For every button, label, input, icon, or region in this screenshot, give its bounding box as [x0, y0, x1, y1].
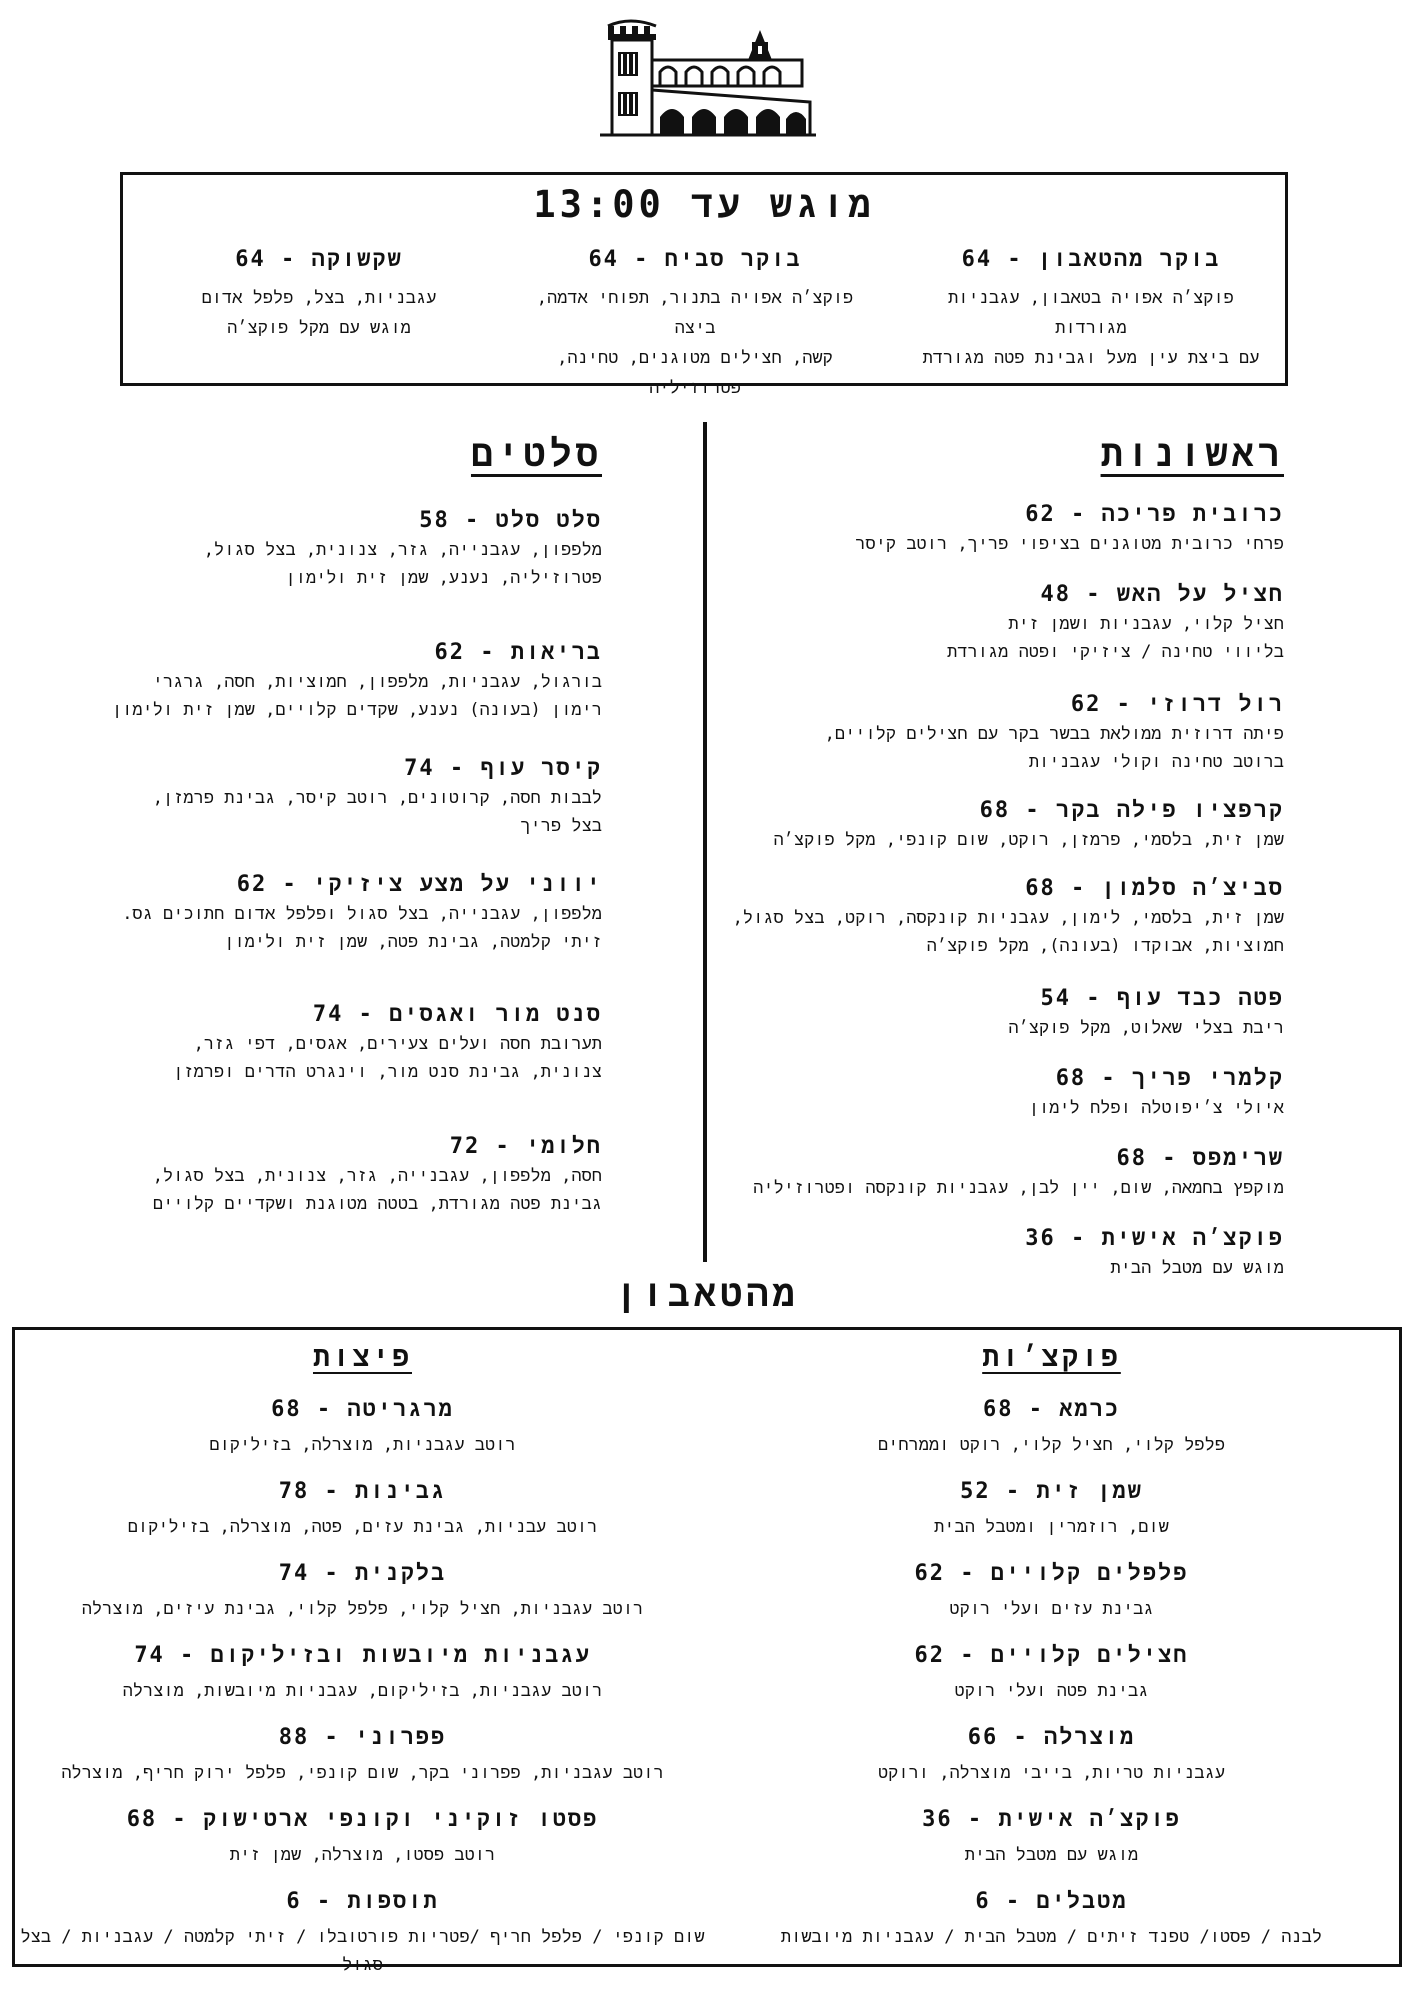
item-name: קלמרי פריך - 68 — [1055, 1066, 1284, 1091]
item-desc: לבבות חסה, קרוטונים, רוטב קיסר, גבינת פרמזן, — [152, 788, 602, 808]
item-name: בוקר מהטאבון - 64 — [961, 247, 1221, 272]
item-desc: לבנה / פסטו/ טפנד זיתים / מטבל הבית / עגבניות מיובשות — [780, 1927, 1323, 1947]
item-name: סלט סלט - 58 — [419, 508, 602, 533]
item-name: מטבלים - 6 — [975, 1889, 1128, 1914]
item-desc: בצל פריך — [520, 816, 602, 836]
item-desc: מוגש עם מטבל הבית — [1110, 1258, 1284, 1278]
item-name: כרובית פריכה - 62 — [1025, 502, 1284, 527]
item-name: מרגריטה - 68 — [271, 1397, 454, 1422]
item-desc: מלפפון, עגבנייה, גזר, צנונית, בצל סגול, — [203, 540, 602, 560]
item-name: בוקר סביח - 64 — [588, 247, 802, 272]
item-desc: שמן זית, בלסמי, לימון, עגבניות קונקסה, רוקט, בצל סגול, — [732, 908, 1284, 928]
item-desc: עגבניות טריות, בייבי מוצרלה, ורוקט — [877, 1763, 1226, 1783]
menu-item — [15, 1723, 710, 1805]
item-desc: פוקצ׳ה אפויה בטאבון, עגבניות מגורדות — [948, 288, 1234, 338]
item-desc: איולי צ׳יפוטלה ופלח לימון — [1028, 1098, 1284, 1118]
menu-item — [62, 754, 602, 870]
item-name: תוספות - 6 — [286, 1889, 439, 1914]
menu-item — [724, 796, 1284, 874]
item-desc: בליווי טחינה / ציזיקי ופטה מגורדת — [947, 642, 1284, 662]
breakfast-box — [120, 172, 1288, 398]
menu-item — [724, 580, 1284, 690]
item-desc: מלפפון, עגבנייה, בצל סגול ופלפל אדום חתוכים גס. — [122, 904, 602, 924]
menu-item — [704, 1477, 1399, 1559]
taboon-title: מהטאבון — [615, 1272, 799, 1315]
item-desc: רימון (בעונה) נענע, שקדים קלויים, שמן זית ולימון — [111, 700, 602, 720]
menu-item — [724, 1144, 1284, 1224]
menu-item — [704, 1395, 1399, 1477]
menu-item — [724, 690, 1284, 796]
item-name: פפרוני - 88 — [278, 1725, 447, 1750]
item-desc: שום קונפי / פלפל חריף /פטריות פורטובלו / זיתי קלמטה / עגבניות / בצל סגול — [20, 1927, 705, 1975]
menu-item — [15, 1887, 710, 1975]
item-name: קיסר עוף - 74 — [404, 756, 602, 781]
menu-item — [62, 506, 602, 638]
breakfast-item — [139, 247, 499, 343]
item-desc: רוטב עגבניות, חציל קלוי, פלפל קלוי, גבינת עיזים, מוצרלה — [81, 1599, 644, 1619]
section-title: ראשונות — [1100, 432, 1284, 475]
item-desc: מוקפץ בחמאה, שום, יין לבן, עגבניות קונקסה ופטרוזיליה — [753, 1178, 1284, 1198]
section-title: סלטים — [470, 432, 602, 475]
item-name: חלומי - 72 — [449, 1134, 602, 1159]
item-name: כרמא - 68 — [982, 1397, 1121, 1422]
item-desc: רוטב עבניות, גבינת עזים, פטה, מוצרלה, בזיליקום — [127, 1517, 598, 1537]
menu-item — [62, 1132, 602, 1222]
item-desc: חסה, מלפפון, עגבנייה, גזר, צנונית, בצל סגול, — [152, 1166, 602, 1186]
item-name: רול דרוזי - 62 — [1070, 692, 1284, 717]
item-name: פוקצ׳ה אישית - 36 — [1025, 1226, 1284, 1251]
item-desc: תערובת חסה ועלים צעירים, אגסים, דפי גזר, — [193, 1034, 602, 1054]
item-desc: צנונית, גבינת סנט מור, וינגרט הדרים ופרמזן — [173, 1062, 602, 1082]
item-name: פלפלים קלויים - 62 — [914, 1561, 1189, 1586]
item-desc: עם ביצת עין מעל וגבינת פטה מגורדת — [922, 348, 1260, 368]
item-desc: גבינת פטה ועלי רוקט — [954, 1681, 1149, 1701]
item-desc: זיתי קלמטה, גבינת פטה, שמן זית ולימון — [224, 932, 602, 952]
item-desc: שום, רוזמרין ומטבל הבית — [934, 1517, 1169, 1537]
menu-item — [704, 1805, 1399, 1887]
taboon-box — [12, 1327, 1402, 1975]
menu-item — [15, 1477, 710, 1559]
item-name: מוצרלה - 66 — [967, 1725, 1136, 1750]
item-name: קרפציו פילה בקר - 68 — [979, 798, 1284, 823]
item-desc: פטרוזיליה, נענע, שמן זית ולימון — [285, 568, 602, 588]
menu-item — [704, 1641, 1399, 1723]
item-name: פטה כבד עוף - 54 — [1040, 986, 1284, 1011]
section-title: פיצות — [312, 1340, 412, 1373]
menu-item — [15, 1641, 710, 1723]
item-desc: חציל קלוי, עגבניות ושמן זית — [1008, 614, 1284, 634]
menu-item — [704, 1559, 1399, 1641]
item-name: יווני על מצע ציזיקי - 62 — [236, 872, 602, 897]
item-desc: פלפל קלוי, חציל קלוי, רוקט וממרחים — [877, 1435, 1226, 1455]
item-desc: קשה, חצילים מטוגנים, טחינה, פטרוזיליה — [557, 348, 833, 398]
item-desc: ריבת בצלי שאלוט, מקל פוקצ׳ה — [1008, 1018, 1284, 1038]
item-name: סנט מור ואגסים - 74 — [312, 1002, 602, 1027]
item-desc: עגבניות, בצל, פלפל אדום — [201, 288, 437, 308]
item-desc: גבינת פטה מגורדת, בטטה מטוגנת ושקדיים קלויים — [152, 1194, 602, 1214]
menu-item — [62, 1000, 602, 1132]
item-desc: רוטב עגבניות, מוצרלה, בזיליקום — [209, 1435, 516, 1455]
starters-section — [724, 432, 1284, 1284]
item-name: שרימפס - 68 — [1116, 1146, 1284, 1171]
breakfast-item — [911, 247, 1271, 373]
menu-item — [724, 984, 1284, 1064]
menu-item — [15, 1805, 710, 1887]
section-title: פוקצ׳ות — [982, 1340, 1121, 1373]
item-desc: חמוציות, אבוקדו (בעונה), מקל פוקצ׳ה — [926, 936, 1284, 956]
pizzas-section — [15, 1340, 710, 1975]
menu-item — [724, 500, 1284, 580]
restaurant-logo — [600, 12, 816, 137]
item-name: גבינות - 78 — [278, 1479, 447, 1504]
item-name: שמן זית - 52 — [960, 1479, 1143, 1504]
item-desc: בורגול, עגבניות, מלפפון, חמוציות, חסה, גרגרי — [152, 672, 602, 692]
item-desc: פוקצ׳ה אפויה בתנור, תפוחי אדמה, ביצה — [536, 288, 854, 338]
item-desc: רוטב עגבניות, בזיליקום, עגבניות מיובשות, מוצרלה — [122, 1681, 603, 1701]
item-desc: ברוטב טחינה וקולי עגבניות — [1028, 752, 1284, 772]
item-name: בלקנית - 74 — [278, 1561, 447, 1586]
item-desc: גבינת עזים ועלי רוקט — [949, 1599, 1154, 1619]
menu-item — [15, 1559, 710, 1641]
item-name: פוקצ׳ה אישית - 36 — [922, 1807, 1181, 1832]
item-desc: רוטב פסטו, מוצרלה, שמן זית — [229, 1845, 496, 1865]
menu-item — [62, 870, 602, 1000]
menu-item — [724, 874, 1284, 984]
item-name: בריאות - 62 — [434, 640, 602, 665]
item-desc: מוגש עם מקל פוקצ׳ה — [227, 318, 411, 338]
item-name: חציל על האש - 48 — [1040, 582, 1284, 607]
item-name: עגבניות מיובשות ובזיליקום - 74 — [134, 1643, 591, 1668]
focaccias-section — [704, 1340, 1399, 1969]
item-desc: רוטב עגבניות, פפרוני בקר, שום קונפי, פלפל ירוק חריף, מוצרלה — [61, 1763, 664, 1783]
item-desc: פיתה דרוזית ממולאת בבשר בקר עם חצילים קלויים, — [824, 724, 1284, 744]
menu-item — [62, 638, 602, 754]
item-name: חצילים קלויים - 62 — [914, 1643, 1189, 1668]
menu-item — [15, 1395, 710, 1477]
column-divider — [703, 422, 707, 1262]
breakfast-title: מוגש עד 13:00 — [533, 183, 875, 226]
breakfast-item — [515, 247, 875, 403]
item-desc: שמן זית, בלסמי, פרמזן, רוקט, שום קונפי, מקל פוקצ׳ה — [773, 830, 1284, 850]
item-name: שקשוקה - 64 — [235, 247, 403, 272]
item-desc: מוגש עם מטבל הבית — [964, 1845, 1139, 1865]
item-name: פסטו זוקיני וקונפי ארטישוק - 68 — [126, 1807, 599, 1832]
item-name: סביצ׳ה סלמון - 68 — [1025, 876, 1284, 901]
salads-section — [62, 432, 602, 1222]
item-desc: פרחי כרובית מטוגנים בציפוי פריך, רוטב קיסר — [855, 534, 1284, 554]
menu-item — [724, 1064, 1284, 1144]
menu-item — [704, 1887, 1399, 1969]
menu-item — [704, 1723, 1399, 1805]
